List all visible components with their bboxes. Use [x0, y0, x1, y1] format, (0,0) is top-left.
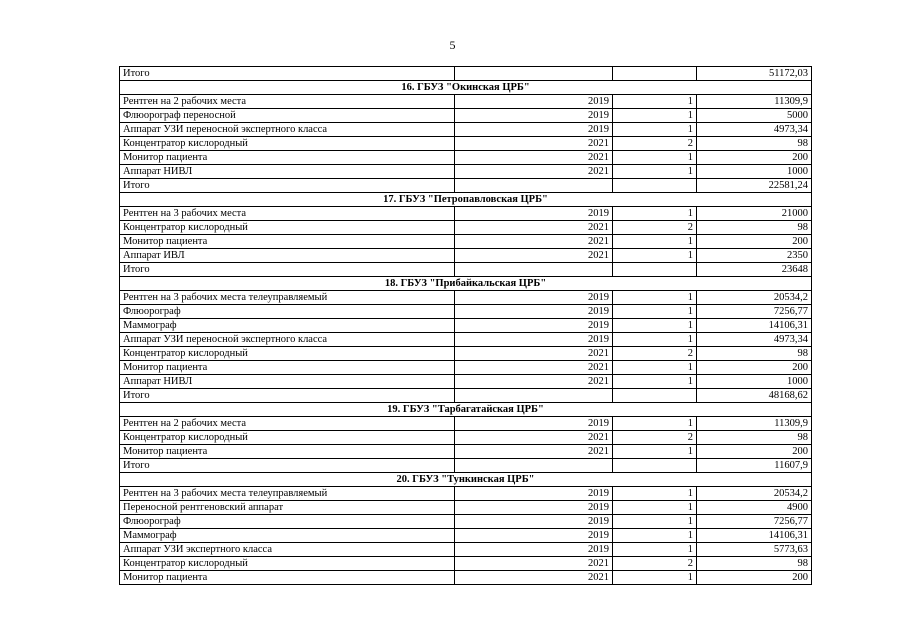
sum-cell: 98 — [697, 431, 812, 445]
item-name-cell: Концентратор кислородный — [120, 557, 455, 571]
quantity-cell: 1 — [613, 235, 697, 249]
item-name-cell: Монитор пациента — [120, 235, 455, 249]
table-row — [120, 571, 812, 585]
year-cell: 2021 — [455, 151, 613, 165]
table-row — [120, 305, 812, 319]
table-row — [120, 137, 812, 151]
sum-cell: 51172,03 — [697, 67, 812, 81]
quantity-cell: 1 — [613, 417, 697, 431]
quantity-cell: 1 — [613, 95, 697, 109]
table-row — [120, 543, 812, 557]
section-title: 16. ГБУЗ "Окинская ЦРБ" — [120, 81, 812, 95]
year-cell: 2019 — [455, 291, 613, 305]
section-header-row — [120, 277, 812, 291]
quantity-cell: 2 — [613, 557, 697, 571]
item-name-cell: Концентратор кислородный — [120, 431, 455, 445]
sum-cell: 20534,2 — [697, 487, 812, 501]
item-name-cell: Рентген на 2 рабочих места — [120, 95, 455, 109]
table-row — [120, 165, 812, 179]
year-cell: 2019 — [455, 123, 613, 137]
section-header-row — [120, 193, 812, 207]
quantity-cell: 1 — [613, 501, 697, 515]
section-header-row — [120, 403, 812, 417]
sum-cell: 11309,9 — [697, 417, 812, 431]
sum-cell: 200 — [697, 151, 812, 165]
year-cell: 2019 — [455, 305, 613, 319]
year-cell: 2019 — [455, 515, 613, 529]
quantity-cell: 1 — [613, 515, 697, 529]
total-row — [120, 459, 812, 473]
item-name-cell: Монитор пациента — [120, 151, 455, 165]
sum-cell: 21000 — [697, 207, 812, 221]
year-cell: 2021 — [455, 165, 613, 179]
quantity-cell: 1 — [613, 151, 697, 165]
year-cell: 2019 — [455, 333, 613, 347]
sum-cell: 4973,34 — [697, 123, 812, 137]
quantity-cell — [613, 389, 697, 403]
sum-cell: 200 — [697, 235, 812, 249]
quantity-cell: 1 — [613, 361, 697, 375]
year-cell: 2021 — [455, 221, 613, 235]
year-cell — [455, 263, 613, 277]
table-row — [120, 361, 812, 375]
sum-cell: 5773,63 — [697, 543, 812, 557]
year-cell: 2021 — [455, 375, 613, 389]
table-row — [120, 501, 812, 515]
total-row — [120, 263, 812, 277]
sum-cell: 200 — [697, 571, 812, 585]
total-row — [120, 389, 812, 403]
table-row — [120, 151, 812, 165]
item-name-cell: Флюорограф — [120, 305, 455, 319]
table-row — [120, 319, 812, 333]
year-cell: 2019 — [455, 109, 613, 123]
item-name-cell: Рентген на 3 рабочих места — [120, 207, 455, 221]
quantity-cell: 2 — [613, 137, 697, 151]
quantity-cell: 1 — [613, 571, 697, 585]
sum-cell: 200 — [697, 445, 812, 459]
year-cell: 2019 — [455, 529, 613, 543]
item-name-cell: Концентратор кислородный — [120, 137, 455, 151]
year-cell: 2021 — [455, 235, 613, 249]
sum-cell: 98 — [697, 137, 812, 151]
year-cell — [455, 389, 613, 403]
item-name-cell: Маммограф — [120, 319, 455, 333]
section-header-row — [120, 81, 812, 95]
sum-cell: 2350 — [697, 249, 812, 263]
table-row — [120, 291, 812, 305]
table-row — [120, 249, 812, 263]
year-cell: 2021 — [455, 137, 613, 151]
item-name-cell: Итого — [120, 67, 455, 81]
sum-cell: 4973,34 — [697, 333, 812, 347]
item-name-cell: Концентратор кислородный — [120, 221, 455, 235]
page-number: 5 — [449, 38, 456, 52]
item-name-cell: Итого — [120, 459, 455, 473]
total-row — [120, 179, 812, 193]
sum-cell: 98 — [697, 557, 812, 571]
quantity-cell — [613, 179, 697, 193]
year-cell: 2019 — [455, 319, 613, 333]
year-cell: 2019 — [455, 417, 613, 431]
quantity-cell: 2 — [613, 347, 697, 361]
item-name-cell: Аппарат ИВЛ — [120, 249, 455, 263]
quantity-cell: 1 — [613, 445, 697, 459]
item-name-cell: Рентген на 3 рабочих места телеуправляемый — [120, 291, 455, 305]
table-row — [120, 515, 812, 529]
quantity-cell: 1 — [613, 207, 697, 221]
quantity-cell: 2 — [613, 431, 697, 445]
quantity-cell: 1 — [613, 249, 697, 263]
item-name-cell: Аппарат НИВЛ — [120, 375, 455, 389]
quantity-cell: 1 — [613, 543, 697, 557]
table-body — [120, 67, 812, 585]
year-cell — [455, 67, 613, 81]
item-name-cell: Монитор пациента — [120, 571, 455, 585]
table-row — [120, 431, 812, 445]
item-name-cell: Переносной рентгеновский аппарат — [120, 501, 455, 515]
sum-cell: 7256,77 — [697, 305, 812, 319]
year-cell: 2021 — [455, 557, 613, 571]
table-row — [120, 109, 812, 123]
quantity-cell: 1 — [613, 333, 697, 347]
sum-cell: 23648 — [697, 263, 812, 277]
table-row — [120, 347, 812, 361]
quantity-cell: 1 — [613, 319, 697, 333]
total-row — [120, 67, 812, 81]
sum-cell: 1000 — [697, 375, 812, 389]
item-name-cell: Монитор пациента — [120, 361, 455, 375]
year-cell: 2021 — [455, 249, 613, 263]
sum-cell: 98 — [697, 347, 812, 361]
quantity-cell — [613, 67, 697, 81]
quantity-cell: 1 — [613, 305, 697, 319]
section-header-row — [120, 473, 812, 487]
quantity-cell: 1 — [613, 123, 697, 137]
table-row — [120, 207, 812, 221]
year-cell: 2019 — [455, 487, 613, 501]
year-cell — [455, 179, 613, 193]
table-row — [120, 235, 812, 249]
sum-cell: 98 — [697, 221, 812, 235]
table-row — [120, 487, 812, 501]
quantity-cell: 1 — [613, 291, 697, 305]
quantity-cell: 1 — [613, 165, 697, 179]
year-cell: 2019 — [455, 207, 613, 221]
sum-cell: 11309,9 — [697, 95, 812, 109]
sum-cell: 14106,31 — [697, 529, 812, 543]
sum-cell: 48168,62 — [697, 389, 812, 403]
item-name-cell: Итого — [120, 263, 455, 277]
sum-cell: 11607,9 — [697, 459, 812, 473]
table-row — [120, 375, 812, 389]
item-name-cell: Рентген на 3 рабочих места телеуправляемый — [120, 487, 455, 501]
quantity-cell: 1 — [613, 375, 697, 389]
section-title: 17. ГБУЗ "Петропавловская ЦРБ" — [120, 193, 812, 207]
item-name-cell: Концентратор кислородный — [120, 347, 455, 361]
sum-cell: 200 — [697, 361, 812, 375]
sum-cell: 20534,2 — [697, 291, 812, 305]
year-cell: 2021 — [455, 571, 613, 585]
table-row — [120, 529, 812, 543]
quantity-cell: 1 — [613, 529, 697, 543]
item-name-cell: Итого — [120, 389, 455, 403]
quantity-cell — [613, 459, 697, 473]
year-cell: 2021 — [455, 361, 613, 375]
table-row — [120, 95, 812, 109]
equipment-table — [119, 66, 812, 585]
quantity-cell: 2 — [613, 221, 697, 235]
table-row — [120, 123, 812, 137]
year-cell: 2021 — [455, 445, 613, 459]
table-row — [120, 445, 812, 459]
item-name-cell: Аппарат УЗИ переносной экспертного класса — [120, 123, 455, 137]
item-name-cell: Аппарат УЗИ переносной экспертного класса — [120, 333, 455, 347]
item-name-cell: Аппарат УЗИ экспертного класса — [120, 543, 455, 557]
table-row — [120, 333, 812, 347]
item-name-cell: Флюорограф переносной — [120, 109, 455, 123]
year-cell: 2019 — [455, 543, 613, 557]
item-name-cell: Аппарат НИВЛ — [120, 165, 455, 179]
item-name-cell: Флюорограф — [120, 515, 455, 529]
year-cell: 2021 — [455, 347, 613, 361]
quantity-cell: 1 — [613, 109, 697, 123]
section-title: 18. ГБУЗ "Прибайкальская ЦРБ" — [120, 277, 812, 291]
sum-cell: 5000 — [697, 109, 812, 123]
sum-cell: 22581,24 — [697, 179, 812, 193]
year-cell: 2019 — [455, 95, 613, 109]
table-row — [120, 417, 812, 431]
quantity-cell: 1 — [613, 487, 697, 501]
year-cell: 2019 — [455, 501, 613, 515]
section-title: 20. ГБУЗ "Тункинская ЦРБ" — [120, 473, 812, 487]
quantity-cell — [613, 263, 697, 277]
item-name-cell: Маммограф — [120, 529, 455, 543]
sum-cell: 4900 — [697, 501, 812, 515]
sum-cell: 7256,77 — [697, 515, 812, 529]
table-row — [120, 221, 812, 235]
section-title: 19. ГБУЗ "Тарбагатайская ЦРБ" — [120, 403, 812, 417]
year-cell — [455, 459, 613, 473]
sum-cell: 1000 — [697, 165, 812, 179]
table-row — [120, 557, 812, 571]
item-name-cell: Рентген на 2 рабочих места — [120, 417, 455, 431]
item-name-cell: Итого — [120, 179, 455, 193]
item-name-cell: Монитор пациента — [120, 445, 455, 459]
sum-cell: 14106,31 — [697, 319, 812, 333]
year-cell: 2021 — [455, 431, 613, 445]
